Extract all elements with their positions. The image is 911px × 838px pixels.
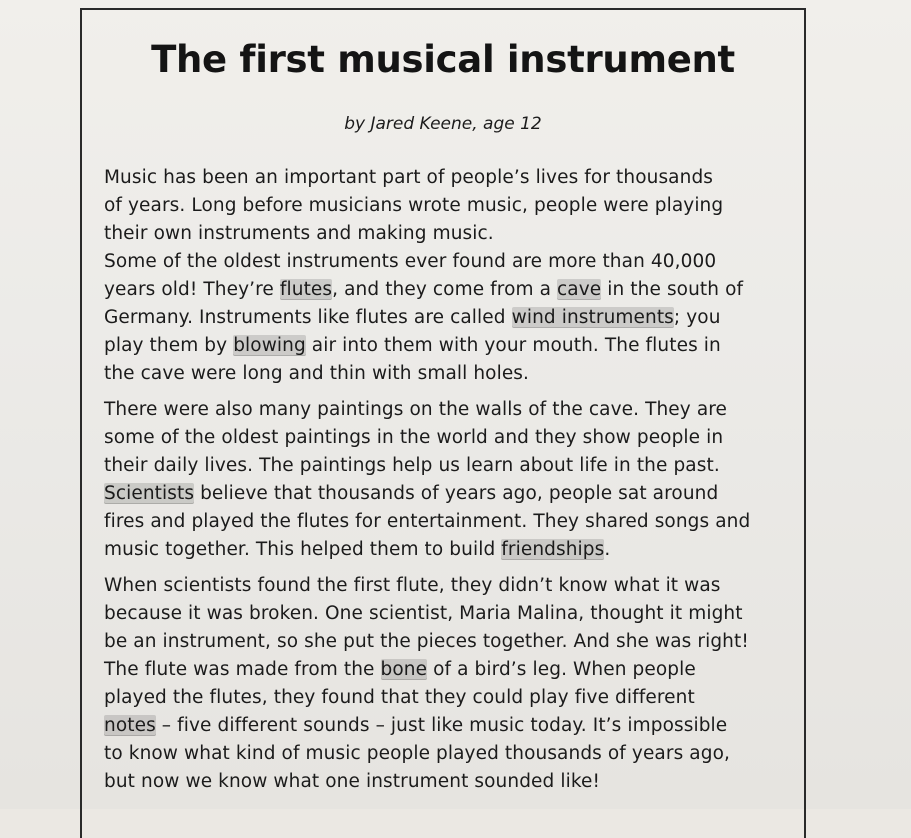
- text-line: [104, 536, 794, 564]
- text-segment: their daily lives. The paintings help us learn about life in the past.: [104, 455, 720, 476]
- highlighted-word: blowing: [233, 335, 306, 356]
- text-segment: be an instrument, so she put the pieces together. And she was right!: [104, 631, 749, 652]
- text-line: [104, 192, 794, 220]
- text-line: [104, 164, 794, 192]
- text-line: [104, 424, 794, 452]
- text-line: [104, 396, 794, 424]
- text-line: [104, 452, 794, 480]
- article-title: The first musical instrument: [151, 38, 735, 81]
- text-line: [104, 332, 794, 360]
- highlighted-word: cave: [557, 279, 602, 300]
- text-segment: Music has been an important part of people’s lives for thousands: [104, 167, 714, 188]
- text-line: [104, 360, 794, 388]
- text-line: [104, 656, 794, 684]
- text-segment: , and they come from a: [332, 279, 558, 300]
- text-line: [104, 480, 794, 508]
- text-line: [104, 628, 794, 656]
- text-line: [104, 508, 794, 536]
- text-segment: – five different sounds – just like music today. It’s impossible: [155, 715, 728, 736]
- text-segment: to know what kind of music people played thousands of years ago,: [104, 743, 730, 764]
- text-segment: years old! They’re: [104, 279, 280, 300]
- paragraph-2: [104, 396, 794, 564]
- paragraph-3: [104, 572, 794, 796]
- paragraph-1: [104, 164, 794, 388]
- highlighted-word: wind instruments: [511, 307, 674, 328]
- text-segment: When scientists found the first flute, they didn’t know what it was: [104, 575, 721, 596]
- text-segment: The flute was made from the: [104, 659, 381, 680]
- text-segment: in the south of: [601, 279, 744, 300]
- text-line: [104, 248, 794, 276]
- text-segment: of years. Long before musicians wrote music, people were playing: [104, 195, 724, 216]
- highlighted-word: bone: [380, 659, 428, 680]
- text-line: [104, 684, 794, 712]
- text-line: [104, 712, 794, 740]
- text-line: [104, 740, 794, 768]
- highlighted-word: friendships: [501, 539, 605, 560]
- text-line: [104, 572, 794, 600]
- text-segment: There were also many paintings on the walls of the cave. They are: [104, 399, 728, 420]
- text-segment: some of the oldest paintings in the world and they show people in: [104, 427, 724, 448]
- text-line: [104, 276, 794, 304]
- text-segment: Some of the oldest instruments ever found are more than 40,000: [104, 251, 717, 272]
- text-line: [104, 304, 794, 332]
- highlighted-word: flutes: [279, 279, 333, 300]
- text-segment: the cave were long and thin with small holes.: [104, 363, 530, 384]
- text-line: [104, 220, 794, 248]
- text-segment: play them by: [104, 335, 234, 356]
- text-segment: Germany. Instruments like flutes are called: [104, 307, 512, 328]
- text-line: [104, 768, 794, 796]
- text-segment: music together. This helped them to build: [104, 539, 502, 560]
- text-segment: .: [604, 539, 611, 560]
- text-segment: of a bird’s leg. When people: [427, 659, 696, 680]
- article-byline: by Jared Keene, age 12: [344, 114, 542, 134]
- text-segment: believe that thousands of years ago, people sat around: [194, 483, 719, 504]
- text-line: [104, 600, 794, 628]
- text-segment: played the flutes, they found that they could play five different: [104, 687, 695, 708]
- highlighted-word: Scientists: [104, 483, 195, 504]
- highlighted-word: notes: [104, 715, 156, 736]
- text-segment: air into them with your mouth. The flutes in: [305, 335, 721, 356]
- text-segment: ; you: [673, 307, 721, 328]
- text-segment: their own instruments and making music.: [104, 223, 494, 244]
- text-segment: because it was broken. One scientist, Maria Malina, thought it might: [104, 603, 743, 624]
- text-segment: fires and played the flutes for entertainment. They shared songs and: [104, 511, 751, 532]
- text-segment: but now we know what one instrument sounded like!: [104, 771, 600, 792]
